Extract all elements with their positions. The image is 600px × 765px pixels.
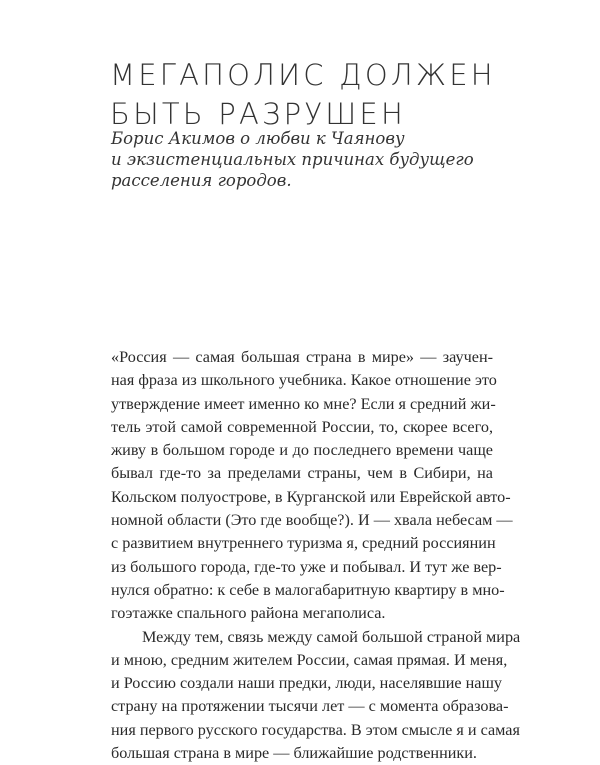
text-line: и мною, средним жителем России, самая прямая. И меня, [111, 650, 508, 669]
text-line: номной области (Это где вообще?). И — хвала небесам — [111, 511, 513, 530]
paragraph [111, 346, 513, 626]
subtitle-line: Борис Акимов о любви к Чаянову [111, 129, 405, 148]
text-line: Между тем, связь между самой большой страной мира [142, 627, 521, 646]
subtitle-line: расселения городов. [111, 171, 292, 190]
title-line: БЫТЬ РАЗРУШЕН [110, 97, 406, 131]
text-line: живу в большом городе и до последнего времени чаще [111, 441, 493, 460]
text-line: и Россию создали наши предки, люди, населявшие нашу [111, 674, 503, 693]
article-subtitle [111, 128, 474, 191]
text-line: ния первого русского государства. В этом смысле я и самая [111, 720, 520, 739]
text-line: гоэтажке спального района мегаполиса. [111, 604, 386, 623]
text-line: с развитием внутреннего туризма я, средний россиянин [111, 534, 496, 553]
text-line: нулся обратно: к себе в малогабаритную квартиру в мно- [111, 580, 505, 599]
text-line: тель этой самой современной России, то, скорее всего, [111, 417, 493, 436]
paragraph [111, 626, 521, 765]
title-line: МЕГАПОЛИС ДОЛЖЕН [110, 58, 496, 92]
text-line: утверждение имеет именно ко мне? Если я средний жи- [111, 394, 496, 413]
article-title [110, 56, 496, 134]
text-line: «Россия — самая большая страна в мире» — заучен- [111, 348, 493, 366]
text-line: бывал где-то за пределами страны, чем в Сибири, на [111, 464, 493, 483]
text-line: из большого города, где-то уже и побывал. И тут же вер- [111, 557, 502, 576]
text-line: большая страна в мире — ближайшие родственники. [111, 744, 477, 763]
article-body [111, 346, 521, 765]
text-line: ная фраза из школьного учебника. Какое отношение это [111, 371, 497, 390]
text-line: Кольском полуострове, в Курганской или Еврейской авто- [111, 487, 511, 506]
text-line: страну на протяжении тысячи лет — с момента образова- [111, 697, 509, 716]
subtitle-line: и экзистенциальных причинах будущего [111, 150, 474, 169]
